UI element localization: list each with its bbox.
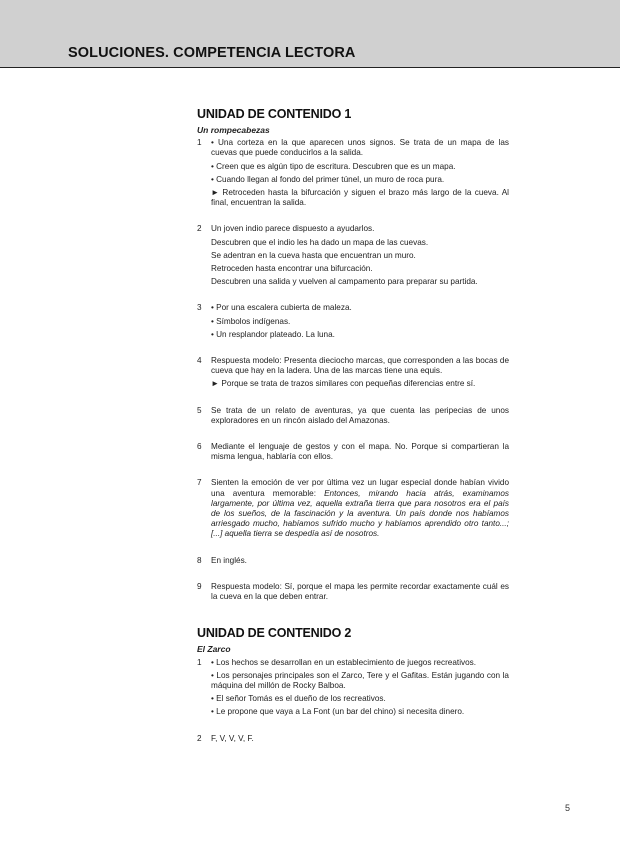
answer-line: Se trata de un relato de aventuras, ya que cuenta las peripecias de unos exploradores en un rincón aislado del Amazonas. [211, 405, 509, 425]
answer-line [211, 478, 509, 539]
answer-line: ► Porque se trata de trazos similares con pequeñas diferencias entre sí. [211, 379, 476, 389]
answer-line: • El señor Tomás es el dueño de los recreativos. [211, 694, 386, 704]
unit-2 [197, 625, 509, 743]
answer-number: 2 [197, 733, 202, 743]
answer-line: • Los personajes principales son el Zarco, Tere y el Gafitas. Están jugando con la máquina del millón de Rocky Balboa. [211, 670, 509, 690]
unit-1 [197, 106, 509, 602]
answer-item [197, 303, 509, 340]
answer-line: • Un resplandor plateado. La luna. [211, 329, 335, 339]
answer-number: 4 [197, 356, 202, 366]
answer-line: • Le propone que vaya a La Font (un bar del chino) si necesita dinero. [211, 707, 465, 717]
answer-item [197, 478, 509, 539]
section-title: SOLUCIONES. COMPETENCIA LECTORA [68, 45, 356, 61]
answer-line: Mediante el lenguaje de gestos y con el mapa. No. Porque si compartieran la misma lengua, hablaría con ellos. [211, 442, 509, 462]
answer-line: • Cuando llegan al fondo del primer túnel, un muro de roca pura. [211, 174, 445, 184]
answer-line: Un joven indio parece dispuesto a ayudarlos. [211, 224, 375, 234]
answer-item [197, 138, 509, 208]
answer-number: 2 [197, 224, 202, 234]
answer-item [197, 406, 509, 426]
answer-line: Descubren que el indio les ha dado un mapa de las cuevas. [211, 237, 429, 247]
answer-text: Sienten la emoción de ver por última vez un lugar especial donde habían vivido una aventura memorable: [211, 478, 509, 498]
answer-number: 6 [197, 442, 202, 452]
answer-number: 3 [197, 303, 202, 313]
answer-item [197, 442, 509, 462]
quoted-text: Entonces, mirando hacia atrás, examinamos largamente, por última vez, aquella extraña tierra que para nosotros era el país de los sueños, de la fascinación y la aventura. Un país donde nos habíamos arriesgado mucho, habíamos sufrido mucho y habíamos aprendido otro tanto...; [...] aquella tierra se despedía así de nosotros. [211, 488, 509, 539]
answer-item [197, 224, 509, 287]
answer-line: Retroceden hasta encontrar una bifurcación. [211, 264, 373, 274]
answer-item [197, 356, 509, 390]
answer-number: 8 [197, 555, 202, 565]
reading-title: Un rompecabezas [197, 125, 270, 135]
answer-line: • Los hechos se desarrollan en un establecimiento de juegos recreativos. [211, 657, 477, 667]
answer-line: ► Retroceden hasta la bifurcación y siguen el brazo más largo de la cueva. Al final, encuentran la salida. [211, 188, 509, 208]
header-band [0, 0, 620, 68]
answer-line: Se adentran en la cueva hasta que encuentran un muro. [211, 250, 416, 260]
answer-item [197, 582, 509, 602]
reading-title: El Zarco [197, 644, 231, 655]
answer-line: Descubren una salida y vuelven al campamento para preparar su partida. [211, 277, 478, 287]
answer-number: 5 [197, 405, 202, 415]
solutions-content [197, 106, 509, 760]
answer-line: Respuesta modelo: Sí, porque el mapa les permite recordar exactamente cuál es la cueva en la que deben entrar. [211, 581, 509, 602]
answer-number: 1 [197, 657, 202, 667]
answer-item [197, 734, 509, 744]
unit-title: UNIDAD DE CONTENIDO 2 [197, 626, 352, 641]
answer-line: • Creen que es algún tipo de escritura. Descubren que es un mapa. [211, 161, 456, 171]
page-number: 5 [565, 803, 571, 813]
answer-line: F, V, V, V, F. [211, 733, 254, 743]
answer-item [197, 658, 509, 718]
answer-number: 7 [197, 478, 202, 488]
answer-line: Respuesta modelo: Presenta dieciocho marcas, que corresponden a las bocas de cueva que hay en la ladera. Una de las marcas tiene una equis. [211, 356, 509, 376]
answer-line: • Por una escalera cubierta de maleza. [211, 303, 352, 313]
unit-title: UNIDAD DE CONTENIDO 1 [197, 107, 352, 121]
answer-line: • Símbolos indígenas. [211, 316, 291, 326]
answer-line: En inglés. [211, 555, 247, 565]
answer-line: • Una corteza en la que aparecen unos signos. Se trata de un mapa de las cuevas que puede conducirlos a la salida. [211, 138, 509, 158]
answer-item [197, 556, 509, 566]
answer-number: 1 [197, 138, 202, 148]
answer-number: 9 [197, 581, 202, 591]
